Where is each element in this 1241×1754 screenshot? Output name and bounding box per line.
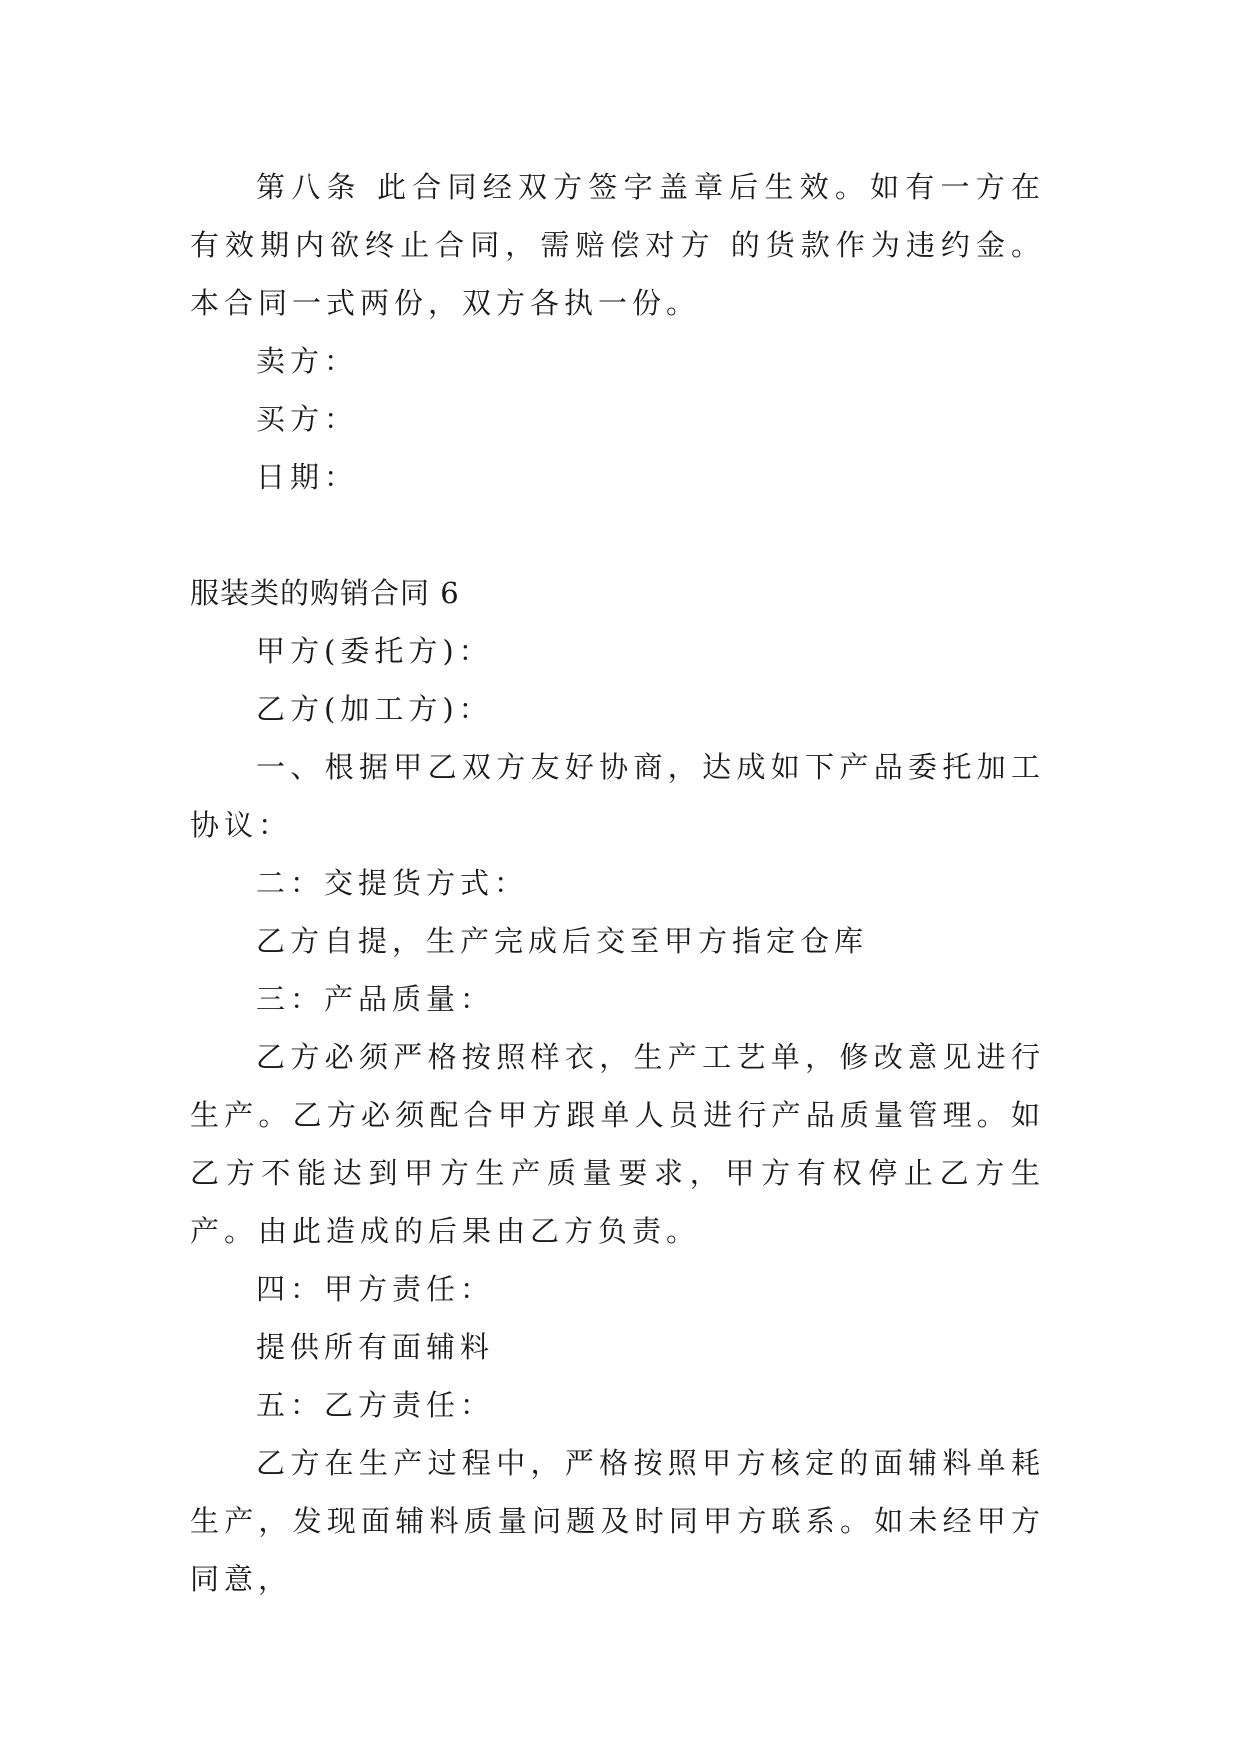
article-8-paragraph: 第八条 此合同经双方签字盖章后生效。如有一方在有效期内欲终止合同，需赔偿对方 的货款作为违约金。本合同一式两份，双方各执一份。 (190, 170, 1045, 320)
date-line: 日期： (256, 460, 359, 494)
buyer-signature-line: 买方： (256, 402, 359, 436)
party-a-line: 甲方(委托方)： (256, 634, 493, 668)
clause-3-heading: 三：产品质量： (256, 982, 495, 1016)
clause-3-body: 乙方必须严格按照样衣，生产工艺单，修改意见进行生产。乙方必须配合甲方跟单人员进行产品质量管理。如乙方不能达到甲方生产质量要求，甲方有权停止乙方生产。由此造成的后果由乙方负责。 (190, 1040, 1045, 1248)
section-title: 服装类的购销合同 6 (190, 576, 460, 610)
clause-2-heading: 二：交提货方式： (256, 866, 529, 900)
clause-4-body: 提供所有面辅料 (256, 1330, 495, 1364)
clause-5-body: 乙方在生产过程中，严格按照甲方核定的面辅料单耗生产，发现面辅料质量问题及时同甲方联系。如未经甲方同意， (190, 1446, 1045, 1596)
clause-2-body: 乙方自提，生产完成后交至甲方指定仓库 (256, 924, 869, 958)
document-content (190, 158, 1045, 1608)
seller-signature-line: 卖方： (256, 344, 359, 378)
clause-1-paragraph: 一、根据甲乙双方友好协商，达成如下产品委托加工协议： (190, 750, 1045, 842)
clause-5-heading: 五：乙方责任： (256, 1388, 495, 1422)
clause-4-heading: 四：甲方责任： (256, 1272, 495, 1306)
party-b-line: 乙方(加工方)： (256, 692, 493, 726)
